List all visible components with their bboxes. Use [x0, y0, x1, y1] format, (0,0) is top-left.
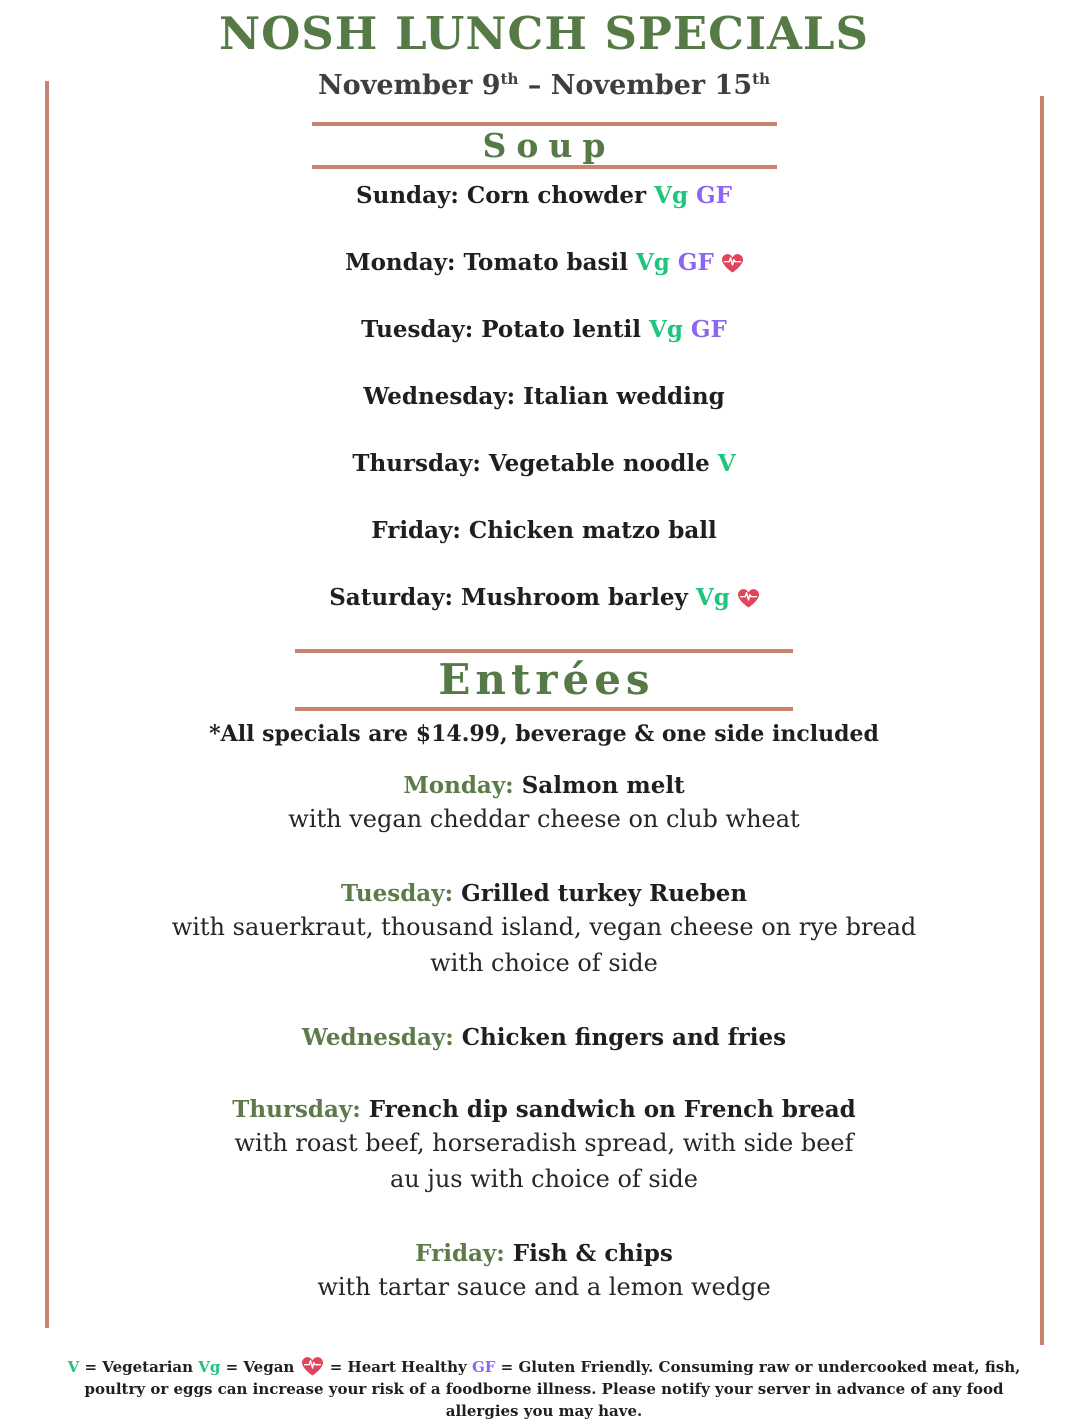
soup-item-dish: Tomato basil: [455, 249, 628, 276]
entree-item-title: [0, 1239, 1088, 1269]
entree-item-list: [0, 771, 1088, 1305]
entree-item: [0, 1023, 1088, 1053]
vegan-tag: Vg: [648, 316, 683, 343]
menu-page: [0, 7, 1088, 1420]
gluten-friendly-tag: GF: [677, 249, 714, 276]
entrees-section-header: [295, 649, 793, 711]
entree-item-day: Thursday:: [232, 1096, 361, 1123]
entree-item: [0, 879, 1088, 981]
footer-legend: V = Vegetarian Vg = Vegan = Heart Healthy GF = Gluten Friendly. Consuming raw or undercooked meat, fish, poultry or eggs can increase your risk of a foodborne illness. Please notify your server in advance of any food allergies you may have.: [67, 1358, 1021, 1420]
entree-item-description: with roast beef, horseradish spread, with side beef: [234, 1129, 854, 1157]
entree-item-title: [0, 1095, 1088, 1125]
entree-item-dish: French dip sandwich on French bread: [360, 1096, 856, 1123]
soup-item: [0, 315, 1088, 344]
soup-item: [0, 248, 1088, 277]
heart-with-pulse-icon: [722, 253, 743, 273]
vegan-symbol: Vg: [198, 1358, 221, 1376]
entree-item: [0, 771, 1088, 837]
date-start-ordinal: th: [500, 70, 519, 88]
right-border-rule: [1040, 96, 1044, 1345]
soup-item-day: Monday:: [345, 249, 456, 276]
soup-item-day: Thursday:: [352, 450, 481, 477]
entree-item-description: with choice of side: [430, 949, 658, 977]
entree-item-title: [0, 1023, 1088, 1053]
entree-item-description: with vegan cheddar cheese on club wheat: [288, 805, 800, 833]
vegetarian-symbol: V: [67, 1358, 80, 1376]
heart-with-pulse-icon: [738, 588, 759, 608]
menu-content: [0, 8, 1088, 1305]
vegan-tag: Vg: [635, 249, 670, 276]
vegetarian-tag: V: [717, 450, 736, 477]
soup-item-day: Wednesday:: [363, 383, 516, 410]
entree-item-day: Monday:: [403, 772, 514, 799]
soup-item-dish: Italian wedding: [515, 383, 725, 410]
date-end: November 15: [550, 70, 753, 101]
entree-item-day: Friday:: [415, 1240, 505, 1267]
soup-item-dish: Vegetable noodle: [480, 450, 710, 477]
entrees-note: *All specials are $14.99, beverage & one side included: [209, 721, 879, 747]
entree-item-dish: Salmon melt: [513, 772, 685, 799]
soup-item-day: Friday:: [371, 517, 461, 544]
entree-item-dish: Grilled turkey Rueben: [453, 880, 748, 907]
soup-item-dish: Potato lentil: [473, 316, 641, 343]
gluten-friendly-tag: GF: [696, 182, 733, 209]
soup-item-day: Sunday:: [355, 182, 459, 209]
entree-item-day: Tuesday:: [340, 880, 454, 907]
soup-item: [0, 449, 1088, 478]
entree-item-description: with sauerkraut, thousand island, vegan cheese on rye bread: [171, 913, 917, 941]
date-range: [0, 62, 1088, 103]
date-start: November 9: [318, 70, 501, 101]
entree-item-description: with tartar sauce and a lemon wedge: [317, 1273, 771, 1301]
soup-item: [0, 382, 1088, 411]
soup-item-dish: Mushroom barley: [453, 584, 688, 611]
entree-item-dish: Fish & chips: [504, 1240, 673, 1267]
soup-heading: Soup: [482, 126, 616, 165]
gluten-friendly-symbol: GF: [471, 1358, 496, 1376]
gluten-friendly-tag: GF: [690, 316, 727, 343]
soup-item-list: [0, 181, 1088, 612]
soup-item-day: Saturday:: [329, 584, 454, 611]
soup-item: [0, 181, 1088, 210]
entrees-heading: Entrées: [438, 655, 655, 704]
left-border-rule: [45, 81, 49, 1328]
heart-with-pulse-icon: [302, 1356, 323, 1376]
vegan-tag: Vg: [695, 584, 730, 611]
soup-item-dish: Corn chowder: [458, 182, 647, 209]
entree-item-day: Wednesday:: [301, 1024, 454, 1051]
entree-item-description: au jus with choice of side: [389, 1165, 698, 1193]
entree-item: [0, 1239, 1088, 1305]
date-separator: –: [518, 70, 551, 101]
page-title: NOSH LUNCH SPECIALS: [218, 7, 870, 60]
vegan-tag: Vg: [654, 182, 689, 209]
soup-item-day: Tuesday:: [361, 316, 474, 343]
soup-item: [0, 583, 1088, 612]
entree-item-title: [0, 771, 1088, 801]
soup-item-dish: Chicken matzo ball: [460, 517, 717, 544]
entree-item-dish: Chicken fingers and fries: [453, 1024, 787, 1051]
entree-item-title: [0, 879, 1088, 909]
date-end-ordinal: th: [752, 70, 770, 88]
soup-item: [0, 516, 1088, 545]
soup-section-header: [312, 122, 777, 169]
entree-item: [0, 1095, 1088, 1197]
